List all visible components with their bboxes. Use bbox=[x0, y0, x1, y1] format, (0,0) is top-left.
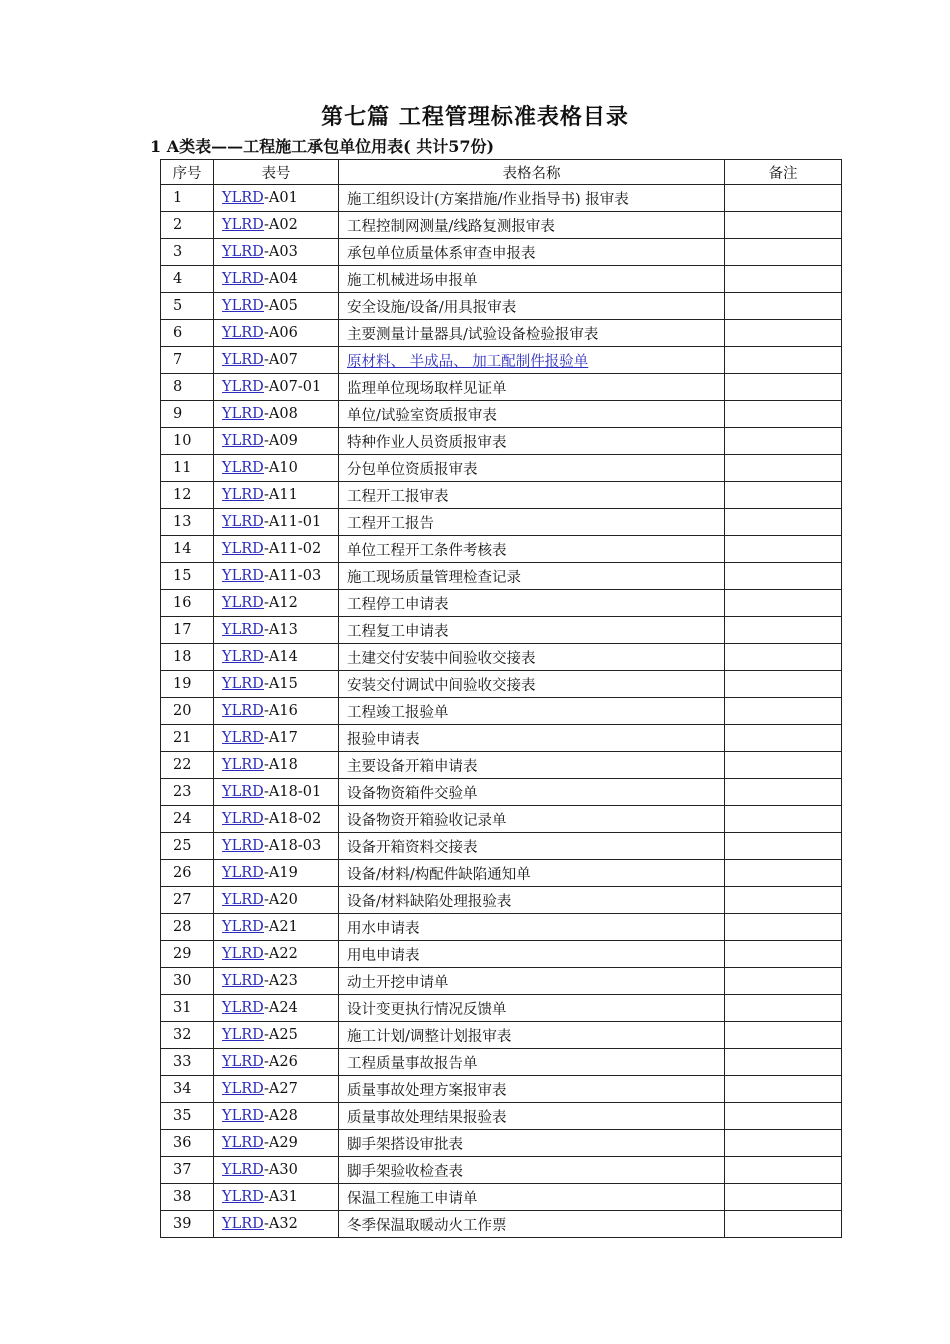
row-note bbox=[725, 536, 842, 563]
table-row bbox=[161, 779, 842, 806]
row-seq: 8 bbox=[161, 374, 214, 401]
table-row bbox=[161, 266, 842, 293]
row-seq: 11 bbox=[161, 455, 214, 482]
row-note bbox=[725, 725, 842, 752]
code-prefix-link[interactable]: YLRD bbox=[222, 1216, 265, 1232]
table-row bbox=[161, 1184, 842, 1211]
row-seq: 30 bbox=[161, 968, 214, 995]
row-note bbox=[725, 563, 842, 590]
row-seq: 4 bbox=[161, 266, 214, 293]
table-body bbox=[161, 185, 842, 1238]
code-suffix: -A18-03 bbox=[264, 838, 322, 854]
row-seq: 35 bbox=[161, 1103, 214, 1130]
row-form-name: 单位工程开工条件考核表 bbox=[339, 536, 725, 563]
header-code: 表号 bbox=[214, 160, 339, 185]
code-suffix: -A16 bbox=[264, 703, 298, 719]
row-note bbox=[725, 266, 842, 293]
row-seq: 9 bbox=[161, 401, 214, 428]
row-code bbox=[214, 860, 339, 887]
row-note bbox=[725, 347, 842, 374]
row-code bbox=[214, 509, 339, 536]
code-suffix: -A28 bbox=[264, 1108, 298, 1124]
row-seq: 33 bbox=[161, 1049, 214, 1076]
table-row bbox=[161, 1049, 842, 1076]
code-suffix: -A25 bbox=[264, 1027, 298, 1043]
row-seq: 14 bbox=[161, 536, 214, 563]
row-form-name: 施工计划/调整计划报审表 bbox=[339, 1022, 725, 1049]
row-code bbox=[214, 563, 339, 590]
row-code bbox=[214, 293, 339, 320]
code-suffix: -A05 bbox=[264, 298, 298, 314]
table-row bbox=[161, 1103, 842, 1130]
row-form-name: 脚手架搭设审批表 bbox=[339, 1130, 725, 1157]
code-prefix-link[interactable]: YLRD bbox=[222, 1054, 265, 1070]
row-seq: 2 bbox=[161, 212, 214, 239]
header-name: 表格名称 bbox=[339, 160, 725, 185]
row-code bbox=[214, 941, 339, 968]
header-note: 备注 bbox=[725, 160, 842, 185]
row-note bbox=[725, 941, 842, 968]
row-code bbox=[214, 887, 339, 914]
row-note bbox=[725, 1022, 842, 1049]
row-code bbox=[214, 482, 339, 509]
code-prefix-link[interactable]: YLRD bbox=[222, 757, 265, 773]
table-row bbox=[161, 455, 842, 482]
code-suffix: -A11-02 bbox=[264, 541, 322, 557]
row-note bbox=[725, 509, 842, 536]
table-row bbox=[161, 590, 842, 617]
row-code bbox=[214, 1130, 339, 1157]
row-seq: 22 bbox=[161, 752, 214, 779]
row-seq: 18 bbox=[161, 644, 214, 671]
row-form-name bbox=[339, 347, 725, 374]
row-form-name: 特种作业人员资质报审表 bbox=[339, 428, 725, 455]
code-prefix-link[interactable]: YLRD bbox=[222, 1162, 265, 1178]
table-row bbox=[161, 1130, 842, 1157]
row-seq: 23 bbox=[161, 779, 214, 806]
row-form-name: 施工机械进场申报单 bbox=[339, 266, 725, 293]
row-seq: 28 bbox=[161, 914, 214, 941]
row-seq: 7 bbox=[161, 347, 214, 374]
row-seq: 26 bbox=[161, 860, 214, 887]
row-code bbox=[214, 806, 339, 833]
row-code bbox=[214, 698, 339, 725]
row-seq: 5 bbox=[161, 293, 214, 320]
row-code bbox=[214, 212, 339, 239]
row-code bbox=[214, 1103, 339, 1130]
row-form-name: 安全设施/设备/用具报审表 bbox=[339, 293, 725, 320]
row-code bbox=[214, 671, 339, 698]
code-suffix: -A18-01 bbox=[264, 784, 322, 800]
row-code bbox=[214, 995, 339, 1022]
row-seq: 21 bbox=[161, 725, 214, 752]
row-form-name: 承包单位质量体系审查申报表 bbox=[339, 239, 725, 266]
row-form-name: 用水申请表 bbox=[339, 914, 725, 941]
code-suffix: -A04 bbox=[264, 271, 298, 287]
row-code bbox=[214, 347, 339, 374]
row-form-name: 质量事故处理方案报审表 bbox=[339, 1076, 725, 1103]
code-prefix-link[interactable]: YLRD bbox=[222, 1108, 265, 1124]
row-seq: 3 bbox=[161, 239, 214, 266]
table-row bbox=[161, 725, 842, 752]
row-form-name: 设备/材料/构配件缺陷通知单 bbox=[339, 860, 725, 887]
code-suffix: -A29 bbox=[264, 1135, 298, 1151]
code-prefix-link[interactable]: YLRD bbox=[222, 433, 265, 449]
code-suffix: -A15 bbox=[264, 676, 298, 692]
row-seq: 15 bbox=[161, 563, 214, 590]
row-note bbox=[725, 1211, 842, 1238]
row-form-name: 主要测量计量器具/试验设备检验报审表 bbox=[339, 320, 725, 347]
code-prefix-link[interactable]: YLRD bbox=[222, 379, 265, 395]
code-prefix-link[interactable]: YLRD bbox=[222, 973, 265, 989]
row-code bbox=[214, 1211, 339, 1238]
code-suffix: -A21 bbox=[264, 919, 298, 935]
row-seq: 25 bbox=[161, 833, 214, 860]
row-note bbox=[725, 1103, 842, 1130]
row-code bbox=[214, 536, 339, 563]
table-row bbox=[161, 1076, 842, 1103]
row-note bbox=[725, 374, 842, 401]
code-suffix: -A19 bbox=[264, 865, 298, 881]
row-code bbox=[214, 1022, 339, 1049]
code-prefix-link[interactable]: YLRD bbox=[222, 487, 265, 503]
row-code bbox=[214, 833, 339, 860]
code-suffix: -A10 bbox=[264, 460, 298, 476]
table-row bbox=[161, 374, 842, 401]
row-note bbox=[725, 1157, 842, 1184]
table-row bbox=[161, 1211, 842, 1238]
row-seq: 6 bbox=[161, 320, 214, 347]
table-row bbox=[161, 617, 842, 644]
code-suffix: -A08 bbox=[264, 406, 298, 422]
table-row bbox=[161, 860, 842, 887]
row-form-name: 用电申请表 bbox=[339, 941, 725, 968]
row-form-name: 安装交付调试中间验收交接表 bbox=[339, 671, 725, 698]
table-row bbox=[161, 671, 842, 698]
code-prefix-link[interactable]: YLRD bbox=[222, 811, 265, 827]
header-seq: 序号 bbox=[161, 160, 214, 185]
row-seq: 16 bbox=[161, 590, 214, 617]
code-suffix: -A24 bbox=[264, 1000, 298, 1016]
table-row bbox=[161, 752, 842, 779]
row-seq: 24 bbox=[161, 806, 214, 833]
row-form-name: 设计变更执行情况反馈单 bbox=[339, 995, 725, 1022]
row-note bbox=[725, 914, 842, 941]
row-code bbox=[214, 401, 339, 428]
page-title: 第七篇 工程管理标准表格目录 bbox=[321, 105, 629, 130]
code-suffix: -A22 bbox=[264, 946, 298, 962]
code-suffix: -A11-03 bbox=[264, 568, 322, 584]
code-prefix-link[interactable]: YLRD bbox=[222, 595, 265, 611]
code-suffix: -A06 bbox=[264, 325, 298, 341]
code-prefix-link[interactable]: YLRD bbox=[222, 460, 265, 476]
row-code bbox=[214, 239, 339, 266]
row-seq: 36 bbox=[161, 1130, 214, 1157]
row-form-name: 单位/试验室资质报审表 bbox=[339, 401, 725, 428]
table-row bbox=[161, 185, 842, 212]
code-suffix: -A26 bbox=[264, 1054, 298, 1070]
code-suffix: -A13 bbox=[264, 622, 298, 638]
table-header-row bbox=[161, 160, 842, 185]
row-form-name: 监理单位现场取样见证单 bbox=[339, 374, 725, 401]
row-seq: 19 bbox=[161, 671, 214, 698]
row-form-name: 工程控制网测量/线路复测报审表 bbox=[339, 212, 725, 239]
row-code bbox=[214, 1157, 339, 1184]
row-note bbox=[725, 887, 842, 914]
table-row bbox=[161, 995, 842, 1022]
code-prefix-link[interactable]: YLRD bbox=[222, 703, 265, 719]
row-note bbox=[725, 1049, 842, 1076]
row-form-name: 分包单位资质报审表 bbox=[339, 455, 725, 482]
code-prefix-link[interactable]: YLRD bbox=[222, 271, 265, 287]
table-row bbox=[161, 428, 842, 455]
code-prefix-link[interactable]: YLRD bbox=[222, 838, 265, 854]
row-seq: 37 bbox=[161, 1157, 214, 1184]
code-prefix-link[interactable]: YLRD bbox=[222, 676, 265, 692]
code-suffix: -A30 bbox=[264, 1162, 298, 1178]
code-prefix-link[interactable]: YLRD bbox=[222, 649, 265, 665]
row-form-name: 设备开箱资料交接表 bbox=[339, 833, 725, 860]
table-row bbox=[161, 563, 842, 590]
row-note bbox=[725, 995, 842, 1022]
code-suffix: -A20 bbox=[264, 892, 298, 908]
row-form-name: 土建交付安装中间验收交接表 bbox=[339, 644, 725, 671]
row-note bbox=[725, 698, 842, 725]
table-row bbox=[161, 644, 842, 671]
row-code bbox=[214, 428, 339, 455]
row-seq: 29 bbox=[161, 941, 214, 968]
table-row bbox=[161, 401, 842, 428]
row-seq: 27 bbox=[161, 887, 214, 914]
code-suffix: -A17 bbox=[264, 730, 298, 746]
table-row bbox=[161, 698, 842, 725]
table-row bbox=[161, 509, 842, 536]
table-row bbox=[161, 320, 842, 347]
code-prefix-link[interactable]: YLRD bbox=[222, 1189, 265, 1205]
row-form-name: 工程开工报审表 bbox=[339, 482, 725, 509]
code-prefix-link[interactable]: YLRD bbox=[222, 325, 265, 341]
code-prefix-link[interactable]: YLRD bbox=[222, 865, 265, 881]
table-row bbox=[161, 968, 842, 995]
row-note bbox=[725, 1184, 842, 1211]
table-row bbox=[161, 806, 842, 833]
code-suffix: -A31 bbox=[264, 1189, 298, 1205]
code-suffix: -A18-02 bbox=[264, 811, 322, 827]
code-suffix: -A07-01 bbox=[264, 379, 322, 395]
code-prefix-link[interactable]: YLRD bbox=[222, 1000, 265, 1016]
code-suffix: -A01 bbox=[264, 190, 298, 206]
form-name-link[interactable]: 原材料、 半成品、 加工配制件报验单 bbox=[347, 353, 589, 370]
code-prefix-link[interactable]: YLRD bbox=[222, 730, 265, 746]
row-note bbox=[725, 833, 842, 860]
code-suffix: -A11-01 bbox=[264, 514, 322, 530]
row-form-name: 施工现场质量管理检查记录 bbox=[339, 563, 725, 590]
code-suffix: -A27 bbox=[264, 1081, 298, 1097]
code-suffix: -A14 bbox=[264, 649, 298, 665]
table-row bbox=[161, 482, 842, 509]
row-seq: 31 bbox=[161, 995, 214, 1022]
code-prefix-link[interactable]: YLRD bbox=[222, 784, 265, 800]
code-prefix-link[interactable]: YLRD bbox=[222, 1081, 265, 1097]
row-code bbox=[214, 374, 339, 401]
row-note bbox=[725, 752, 842, 779]
code-suffix: -A11 bbox=[264, 487, 298, 503]
row-note bbox=[725, 212, 842, 239]
row-note bbox=[725, 239, 842, 266]
row-seq: 12 bbox=[161, 482, 214, 509]
row-code bbox=[214, 1049, 339, 1076]
row-code bbox=[214, 779, 339, 806]
row-code bbox=[214, 752, 339, 779]
row-note bbox=[725, 671, 842, 698]
code-prefix-link[interactable]: YLRD bbox=[222, 244, 265, 260]
code-suffix: -A09 bbox=[264, 433, 298, 449]
table-row bbox=[161, 347, 842, 374]
row-note bbox=[725, 806, 842, 833]
row-form-name: 主要设备开箱申请表 bbox=[339, 752, 725, 779]
row-code bbox=[214, 266, 339, 293]
row-form-name: 保温工程施工申请单 bbox=[339, 1184, 725, 1211]
code-prefix-link[interactable]: YLRD bbox=[222, 919, 265, 935]
row-note bbox=[725, 1076, 842, 1103]
row-form-name: 设备物资开箱验收记录单 bbox=[339, 806, 725, 833]
row-form-name: 脚手架验收检查表 bbox=[339, 1157, 725, 1184]
row-code bbox=[214, 644, 339, 671]
row-form-name: 工程竣工报验单 bbox=[339, 698, 725, 725]
row-code bbox=[214, 617, 339, 644]
section-heading: 1 A类表——工程施工承包单位用表( 共计57份) bbox=[150, 137, 495, 156]
row-note bbox=[725, 293, 842, 320]
row-code bbox=[214, 914, 339, 941]
table-row bbox=[161, 941, 842, 968]
code-suffix: -A07 bbox=[264, 352, 298, 368]
row-code bbox=[214, 1076, 339, 1103]
row-code bbox=[214, 968, 339, 995]
code-prefix-link[interactable]: YLRD bbox=[222, 541, 265, 557]
row-note bbox=[725, 401, 842, 428]
row-code bbox=[214, 455, 339, 482]
table-row bbox=[161, 536, 842, 563]
row-note bbox=[725, 185, 842, 212]
row-note bbox=[725, 428, 842, 455]
row-form-name: 冬季保温取暖动火工作票 bbox=[339, 1211, 725, 1238]
row-note bbox=[725, 617, 842, 644]
row-form-name: 工程开工报告 bbox=[339, 509, 725, 536]
row-code bbox=[214, 725, 339, 752]
row-note bbox=[725, 320, 842, 347]
row-form-name: 报验申请表 bbox=[339, 725, 725, 752]
table-row bbox=[161, 293, 842, 320]
code-prefix-link[interactable]: YLRD bbox=[222, 892, 265, 908]
forms-table bbox=[160, 159, 842, 1238]
code-prefix-link[interactable]: YLRD bbox=[222, 1135, 265, 1151]
row-code bbox=[214, 1184, 339, 1211]
code-suffix: -A03 bbox=[264, 244, 298, 260]
row-form-name: 动土开挖申请单 bbox=[339, 968, 725, 995]
code-prefix-link[interactable]: YLRD bbox=[222, 190, 265, 206]
code-prefix-link[interactable]: YLRD bbox=[222, 946, 265, 962]
code-suffix: -A23 bbox=[264, 973, 298, 989]
code-prefix-link[interactable]: YLRD bbox=[222, 406, 265, 422]
code-prefix-link[interactable]: YLRD bbox=[222, 1027, 265, 1043]
row-form-name: 设备/材料缺陷处理报验表 bbox=[339, 887, 725, 914]
row-seq: 20 bbox=[161, 698, 214, 725]
row-code bbox=[214, 185, 339, 212]
row-form-name: 设备物资箱件交验单 bbox=[339, 779, 725, 806]
code-prefix-link[interactable]: YLRD bbox=[222, 352, 265, 368]
code-prefix-link[interactable]: YLRD bbox=[222, 298, 265, 314]
row-seq: 39 bbox=[161, 1211, 214, 1238]
row-seq: 10 bbox=[161, 428, 214, 455]
code-suffix: -A12 bbox=[264, 595, 298, 611]
row-code bbox=[214, 590, 339, 617]
code-suffix: -A02 bbox=[264, 217, 298, 233]
row-seq: 38 bbox=[161, 1184, 214, 1211]
row-seq: 34 bbox=[161, 1076, 214, 1103]
row-seq: 32 bbox=[161, 1022, 214, 1049]
table-row bbox=[161, 833, 842, 860]
row-form-name: 施工组织设计(方案措施/作业指导书) 报审表 bbox=[339, 185, 725, 212]
code-prefix-link[interactable]: YLRD bbox=[222, 217, 265, 233]
row-note bbox=[725, 860, 842, 887]
row-note bbox=[725, 779, 842, 806]
table-row bbox=[161, 1157, 842, 1184]
row-form-name: 工程停工申请表 bbox=[339, 590, 725, 617]
code-suffix: -A32 bbox=[264, 1216, 298, 1232]
row-form-name: 工程质量事故报告单 bbox=[339, 1049, 725, 1076]
table-row bbox=[161, 212, 842, 239]
row-note bbox=[725, 968, 842, 995]
row-note bbox=[725, 590, 842, 617]
row-note bbox=[725, 1130, 842, 1157]
row-note bbox=[725, 455, 842, 482]
table-row bbox=[161, 887, 842, 914]
table-row bbox=[161, 914, 842, 941]
code-prefix-link[interactable]: YLRD bbox=[222, 568, 265, 584]
table-row bbox=[161, 239, 842, 266]
code-suffix: -A18 bbox=[264, 757, 298, 773]
row-form-name: 工程复工申请表 bbox=[339, 617, 725, 644]
row-code bbox=[214, 320, 339, 347]
row-form-name: 质量事故处理结果报验表 bbox=[339, 1103, 725, 1130]
row-seq: 1 bbox=[161, 185, 214, 212]
row-note bbox=[725, 482, 842, 509]
table-row bbox=[161, 1022, 842, 1049]
code-prefix-link[interactable]: YLRD bbox=[222, 622, 265, 638]
row-seq: 13 bbox=[161, 509, 214, 536]
row-note bbox=[725, 644, 842, 671]
row-seq: 17 bbox=[161, 617, 214, 644]
code-prefix-link[interactable]: YLRD bbox=[222, 514, 265, 530]
